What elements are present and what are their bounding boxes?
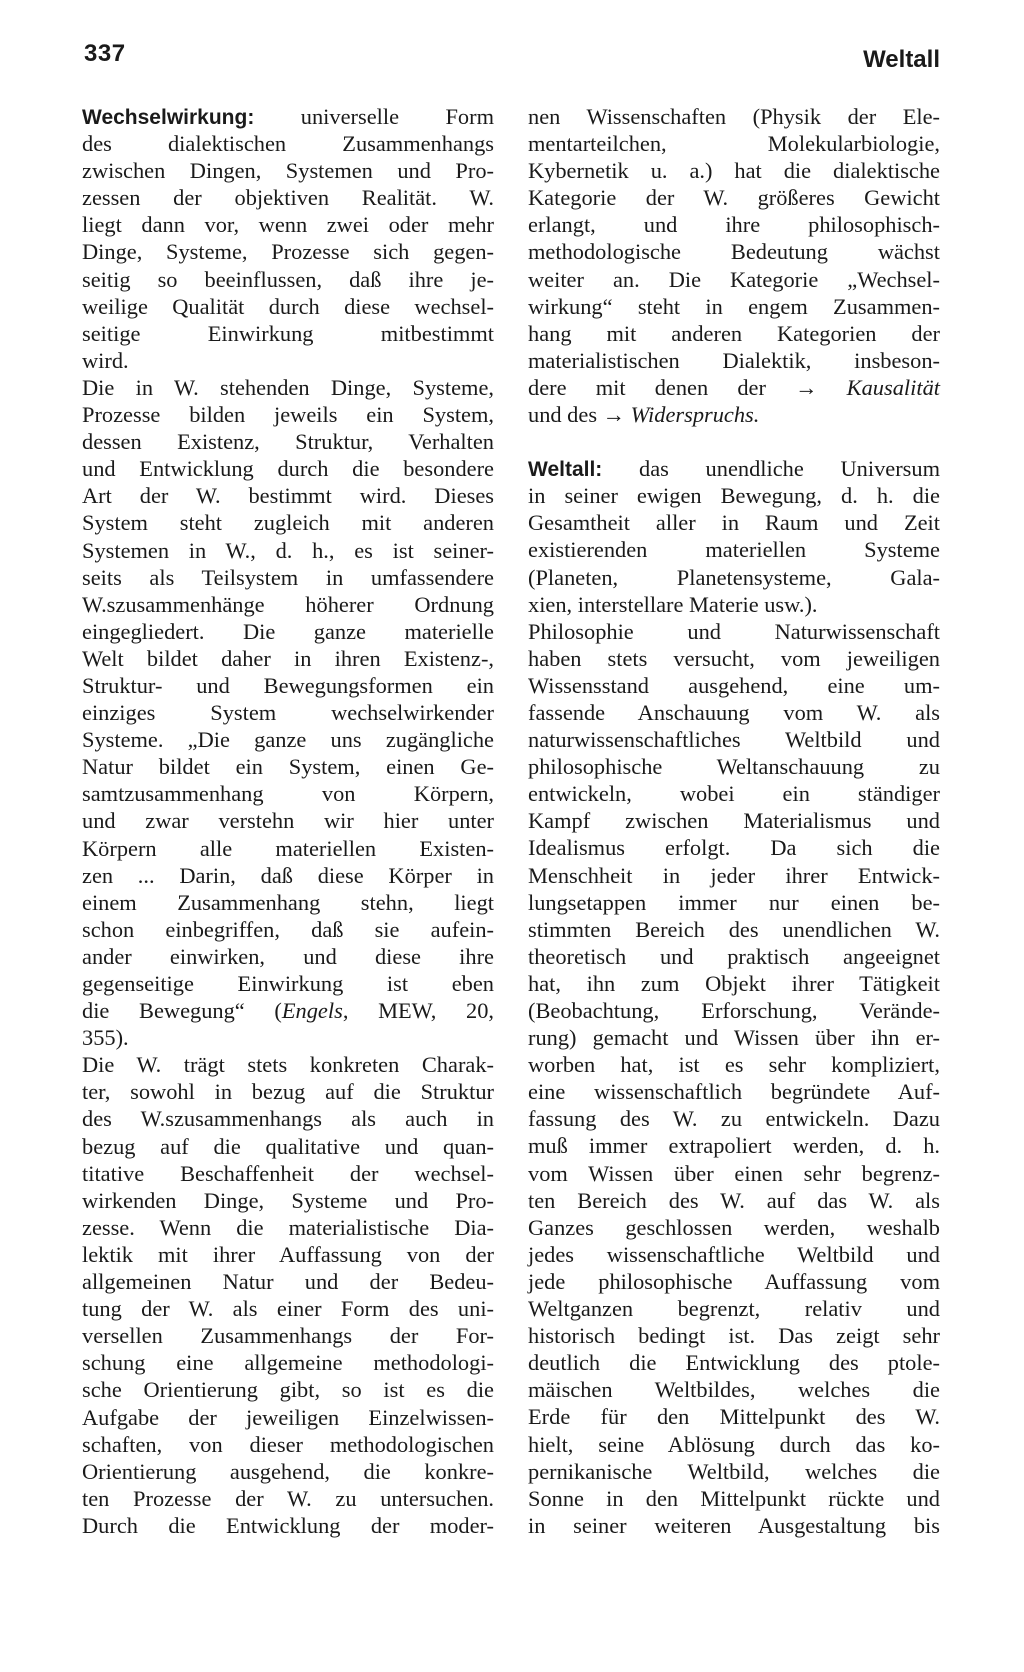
- text-line: [528, 401, 940, 428]
- line-text: jedes wissenschaftliche Weltbild und: [528, 1241, 940, 1267]
- text-line: [82, 1051, 494, 1078]
- text-line: [82, 1078, 494, 1105]
- line-text: weilige Qualität durch diese wechsel-: [82, 293, 494, 319]
- line-text: versellen Zusammenhangs der For-: [82, 1323, 494, 1349]
- line-text: bezug auf die qualitative und quan-: [82, 1133, 494, 1159]
- line-text: lungsetappen immer nur einen be-: [528, 889, 940, 915]
- text-line: [82, 211, 494, 238]
- text-line: [82, 807, 494, 834]
- text-line: [82, 943, 494, 970]
- text-line: [528, 1105, 940, 1132]
- text-line: [82, 699, 494, 726]
- line-text: zesse. Wenn die materialistische Dia-: [82, 1214, 494, 1240]
- line-text: des dialektischen Zusammenhangs: [82, 131, 494, 157]
- text-line: [528, 320, 940, 347]
- text-line: [528, 1322, 940, 1349]
- line-text: existierenden materiellen Systeme: [528, 537, 940, 563]
- text-line: [82, 1404, 494, 1431]
- text-line: [528, 184, 940, 211]
- text-line: [528, 536, 940, 563]
- line-text: mäischen Weltbildes, welches die: [528, 1377, 940, 1403]
- line-text: Idealismus erfolgt. Da sich die: [528, 835, 940, 861]
- line-text: nen Wissenschaften (Physik der Ele-: [528, 104, 940, 129]
- line-text: pernikanische Weltbild, welches die: [528, 1458, 940, 1484]
- line-text: titative Beschaffenheit der wechsel-: [82, 1160, 494, 1186]
- line-text: W.szusammenhänge höherer Ordnung: [82, 591, 494, 617]
- text-line: [528, 1024, 940, 1051]
- line-text: Systeme. „Die ganze uns zugängliche: [82, 727, 494, 753]
- line-text: samtzusammenhang von Körpern,: [82, 781, 494, 807]
- text-line: [528, 834, 940, 861]
- line-text: Körpern alle materiellen Existen-: [82, 835, 494, 861]
- line-text: einem Zusammenhang stehn, liegt: [82, 889, 494, 915]
- line-text: ander einwirken, und diese ihre: [82, 943, 494, 969]
- line-text: schon einbegriffen, daß sie aufein-: [82, 916, 494, 942]
- line-text: entwickeln, wobei ein ständiger: [528, 781, 940, 807]
- line-text: rung) gemacht und Wissen über ihn er-: [528, 1025, 940, 1051]
- line-text: seitig so beeinflussen, daß ihre je-: [82, 266, 494, 292]
- text-line: [82, 347, 494, 374]
- text-line: [528, 1187, 940, 1214]
- text-line: [528, 1214, 940, 1241]
- text-line: [82, 1187, 494, 1214]
- line-text: Weltganzen begrenzt, relativ und: [528, 1296, 940, 1322]
- text-line: [528, 130, 940, 157]
- text-line: [82, 401, 494, 428]
- line-text: , MEW, 20,: [342, 998, 494, 1024]
- text-line: [82, 1160, 494, 1187]
- text-line: [82, 1295, 494, 1322]
- right-column: [528, 103, 940, 1539]
- text-line: [82, 1214, 494, 1241]
- line-text: des W.szusammenhangs als auch in: [82, 1106, 494, 1132]
- text-line: [528, 1431, 940, 1458]
- text-line: [528, 1078, 940, 1105]
- text-line: [82, 509, 494, 536]
- line-text: philosophische Weltanschauung zu: [528, 754, 940, 780]
- text-line: [82, 591, 494, 618]
- text-line: [528, 238, 940, 265]
- line-text: in seiner ewigen Bewegung, d. h. die: [528, 483, 940, 509]
- line-text: weiter an. Die Kategorie „Wechsel-: [528, 266, 940, 292]
- line-text: mentarteilchen, Molekularbiologie,: [528, 131, 940, 157]
- text-line: [528, 1241, 940, 1268]
- line-text: zwischen Dingen, Systemen und Pro-: [82, 158, 494, 184]
- text-line: [82, 970, 494, 997]
- text-line: [82, 564, 494, 591]
- line-text: muß immer extrapoliert werden, d. h.: [528, 1133, 940, 1159]
- line-text: gegenseitige Einwirkung ist eben: [82, 971, 494, 996]
- text-line: [528, 293, 940, 320]
- line-text: Gesamtheit aller in Raum und Zeit: [528, 510, 940, 536]
- text-line: [82, 1376, 494, 1403]
- line-text: eine wissenschaftlich begründete Auf-: [528, 1079, 940, 1105]
- text-line: [528, 645, 940, 672]
- line-text: und Entwicklung durch die besondere: [82, 456, 494, 482]
- text-line: [528, 672, 940, 699]
- text-line: [528, 862, 940, 889]
- text-line: [528, 1349, 940, 1376]
- text-line: [528, 1376, 940, 1403]
- text-line: [528, 211, 940, 238]
- line-text: stimmten Bereich des unendlichen W.: [528, 916, 940, 942]
- line-text: Dinge, Systeme, Prozesse sich gegen-: [82, 239, 494, 265]
- line-text: wirkung“ steht in engem Zusammen-: [528, 293, 940, 319]
- line-text: hat, ihn zum Objekt ihrer Tätigkeit: [528, 970, 940, 996]
- text-line: [528, 943, 940, 970]
- line-text: wirkenden Dinge, Systeme und Pro-: [82, 1187, 494, 1213]
- line-text: lektik mit ihrer Auffassung von der: [82, 1241, 494, 1267]
- line-text: universelle Form: [254, 104, 494, 129]
- entry-separator: [528, 428, 940, 455]
- text-line: [82, 374, 494, 401]
- line-text: Ganzes geschlossen werden, weshalb: [528, 1214, 940, 1240]
- line-text: Wissensstand ausgehend, eine um-: [528, 672, 940, 698]
- text-line: [82, 1133, 494, 1160]
- text-line: [82, 618, 494, 645]
- line-text: schung eine allgemeine methodologi-: [82, 1350, 494, 1376]
- text-line: [528, 726, 940, 753]
- text-line: [82, 184, 494, 211]
- line-text: xien, interstellare Materie usw.).: [528, 591, 818, 617]
- line-text: vom Wissen über einen sehr begrenz-: [528, 1160, 940, 1186]
- text-line: [528, 807, 940, 834]
- line-text: Durch die Entwicklung der moder-: [82, 1512, 494, 1538]
- line-text: ten Prozesse der W. zu untersuchen.: [82, 1485, 494, 1511]
- text-line: [528, 455, 940, 482]
- text-line: [528, 780, 940, 807]
- text-line: [528, 591, 940, 618]
- running-head: Weltall: [863, 46, 940, 73]
- text-line: [82, 130, 494, 157]
- text-line: [528, 157, 940, 184]
- text-line: [82, 889, 494, 916]
- text-line: [82, 916, 494, 943]
- line-text: hang mit anderen Kategorien der: [528, 320, 940, 346]
- line-text: Menschheit in jeder ihrer Entwick-: [528, 862, 940, 888]
- text-line: [528, 347, 940, 374]
- line-text: und zwar verstehn wir hier unter: [82, 808, 494, 834]
- line-text: liegt dann vor, wenn zwei oder mehr: [82, 212, 494, 238]
- line-text: zen ... Darin, daß diese Körper in: [82, 862, 494, 888]
- text-line: [82, 1105, 494, 1132]
- text-line: [82, 320, 494, 347]
- text-line: [82, 1512, 494, 1539]
- line-text: Kampf zwischen Materialismus und: [528, 808, 940, 834]
- line-text: ter, sowohl in bezug auf die Struktur: [82, 1079, 494, 1105]
- text-line: [82, 455, 494, 482]
- line-text: fassende Anschauung vom W. als: [528, 699, 940, 725]
- text-line: [82, 238, 494, 265]
- cross-reference: Kausalität: [846, 374, 940, 400]
- text-line: [528, 1458, 940, 1485]
- page-number: 337: [84, 40, 126, 67]
- text-line: [82, 862, 494, 889]
- text-line: [528, 1403, 940, 1430]
- line-text: 355).: [82, 1025, 129, 1051]
- line-text: jede philosophische Auffassung vom: [528, 1268, 940, 1294]
- cross-reference: Engels: [281, 998, 343, 1024]
- line-text: Philosophie und Naturwissenschaft: [528, 618, 940, 644]
- text-line: [82, 482, 494, 509]
- line-text: einziges System wechselwirkender: [82, 700, 494, 726]
- text-line: [82, 997, 494, 1024]
- line-text: Natur bildet ein System, einen Ge-: [82, 754, 494, 780]
- left-column: [82, 103, 494, 1539]
- text-line: [82, 1485, 494, 1512]
- text-line: [528, 1268, 940, 1295]
- text-line: [82, 672, 494, 699]
- line-text: theoretisch und praktisch angeeignet: [528, 943, 940, 969]
- text-line: [82, 293, 494, 320]
- line-text: haben stets versucht, vom jeweiligen: [528, 645, 940, 671]
- text-line: [528, 1485, 940, 1512]
- line-text: System steht zugleich mit anderen: [82, 510, 494, 536]
- text-line: [528, 699, 940, 726]
- text-line: [82, 1349, 494, 1376]
- text-line: [528, 1512, 940, 1539]
- line-text: in seiner weiteren Ausgestaltung bis: [528, 1512, 940, 1538]
- text-line: [82, 1322, 494, 1349]
- text-line: [528, 997, 940, 1024]
- line-text: hielt, seine Ablösung durch das ko-: [528, 1431, 940, 1457]
- line-text: sche Orientierung gibt, so ist es die: [82, 1377, 494, 1403]
- text-line: [82, 1458, 494, 1485]
- text-line: [528, 1160, 940, 1187]
- line-text: Die in W. stehenden Dinge, Systeme,: [82, 374, 494, 400]
- line-text: erlangt, und ihre philosophisch-: [528, 212, 940, 238]
- text-line: [528, 618, 940, 645]
- line-text: Struktur- und Bewegungsformen ein: [82, 672, 494, 698]
- line-text: das unendliche Universum: [602, 456, 940, 482]
- line-text: (Planeten, Planetensysteme, Gala-: [528, 564, 940, 590]
- line-text: Welt bildet daher in ihren Existenz-,: [82, 645, 494, 671]
- line-text: seitige Einwirkung mitbestimmt: [82, 320, 494, 346]
- line-text: Orientierung ausgehend, die konkre-: [82, 1458, 494, 1484]
- line-text: zessen der objektiven Realität. W.: [82, 185, 494, 211]
- line-text: Kybernetik u. a.) hat die dialektische: [528, 158, 940, 184]
- text-line: [528, 509, 940, 536]
- text-line: [528, 889, 940, 916]
- text-line: [528, 482, 940, 509]
- line-text: Prozesse bilden jeweils ein System,: [82, 402, 494, 428]
- line-text: ten Bereich des W. auf das W. als: [528, 1187, 940, 1213]
- line-text: und des →: [528, 402, 631, 428]
- text-line: [82, 645, 494, 672]
- line-text: eingegliedert. Die ganze materielle: [82, 618, 494, 644]
- line-text: schaften, von dieser methodologischen: [82, 1431, 494, 1457]
- text-line: [528, 374, 940, 401]
- line-text: dessen Existenz, Struktur, Verhalten: [82, 429, 494, 455]
- line-text: allgemeinen Natur und der Bedeu-: [82, 1269, 494, 1295]
- text-line: [528, 564, 940, 591]
- text-line: [528, 1051, 940, 1078]
- line-text: Die W. trägt stets konkreten Charak-: [82, 1052, 494, 1078]
- line-text: historisch bedingt ist. Das zeigt sehr: [528, 1323, 940, 1349]
- line-text: Systemen in W., d. h., es ist seiner-: [82, 537, 494, 563]
- text-line: [82, 1431, 494, 1458]
- line-text: materialistischen Dialektik, insbeson-: [528, 347, 940, 373]
- text-line: [82, 1241, 494, 1268]
- line-text: (Beobachtung, Erforschung, Verände-: [528, 998, 940, 1023]
- text-line: [82, 103, 494, 130]
- text-line: [528, 1132, 940, 1159]
- text-line: [528, 970, 940, 997]
- text-line: [528, 103, 940, 130]
- line-text: dere mit denen der →: [528, 374, 847, 400]
- line-text: Aufgabe der jeweiligen Einzelwissen-: [82, 1404, 494, 1430]
- line-text: methodologische Bedeutung wächst: [528, 239, 940, 265]
- entry-term: Wechselwirkung:: [82, 106, 255, 129]
- line-text: Sonne in den Mittelpunkt rückte und: [528, 1485, 940, 1511]
- line-text: fassung des W. zu entwickeln. Dazu: [528, 1106, 940, 1132]
- text-line: [528, 753, 940, 780]
- text-line: [82, 266, 494, 293]
- text-line: [528, 916, 940, 943]
- entry-term: Weltall:: [528, 458, 603, 482]
- text-line: [82, 726, 494, 753]
- text-line: [528, 266, 940, 293]
- text-line: [82, 753, 494, 780]
- text-line: [82, 537, 494, 564]
- line-text: worben hat, ist es sehr kompliziert,: [528, 1052, 940, 1078]
- line-text: Erde für den Mittelpunkt des W.: [528, 1404, 940, 1430]
- text-line: [82, 157, 494, 184]
- text-line: [82, 835, 494, 862]
- text-line: [82, 1268, 494, 1295]
- line-text: naturwissenschaftliches Weltbild und: [528, 727, 940, 753]
- text-line: [82, 428, 494, 455]
- text-line: [82, 780, 494, 807]
- line-text: deutlich die Entwicklung des ptole-: [528, 1350, 940, 1376]
- line-text: seits als Teilsystem in umfassendere: [82, 564, 494, 590]
- line-text: wird.: [82, 347, 129, 373]
- cross-reference: Widerspruchs.: [630, 402, 760, 428]
- text-line: [528, 1295, 940, 1322]
- line-text: die Bewegung“ (: [82, 998, 282, 1024]
- line-text: Art der W. bestimmt wird. Dieses: [82, 483, 494, 509]
- text-line: [82, 1024, 494, 1051]
- line-text: tung der W. als einer Form des uni-: [82, 1296, 494, 1322]
- line-text: Kategorie der W. größeres Gewicht: [528, 185, 940, 211]
